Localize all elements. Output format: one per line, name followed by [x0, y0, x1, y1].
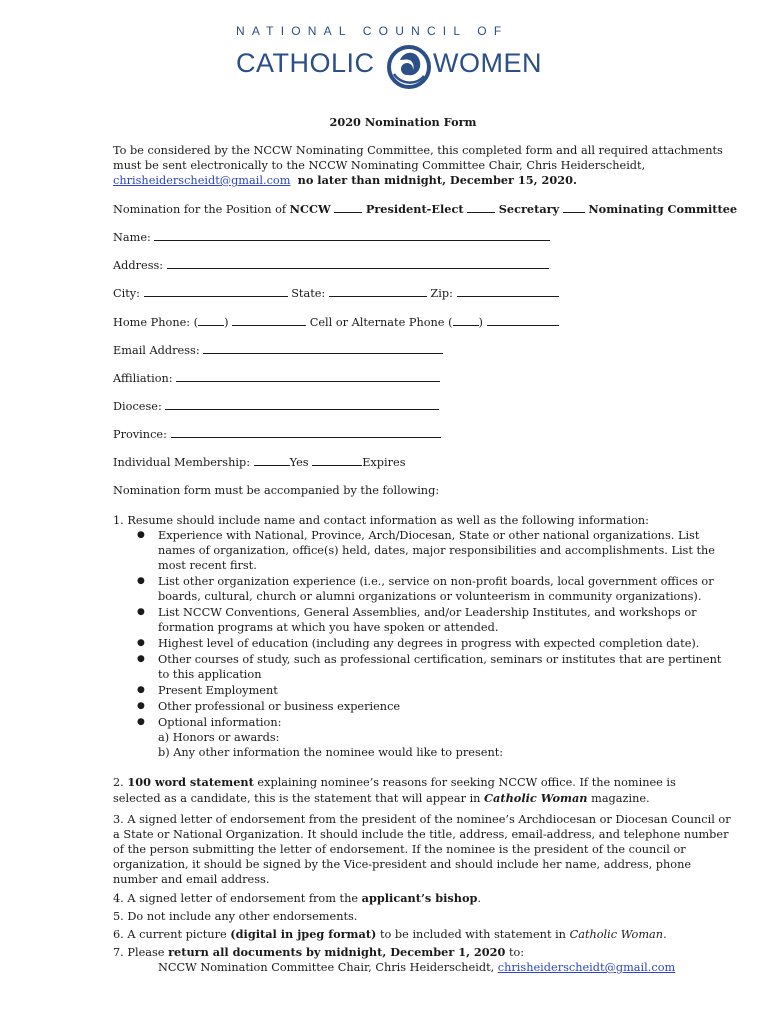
- position-org: NCCW: [289, 202, 331, 216]
- home-area-code-field[interactable]: [198, 315, 224, 326]
- name-field[interactable]: [154, 230, 550, 241]
- zip-field[interactable]: [457, 286, 559, 297]
- president-elect-blank[interactable]: [334, 202, 362, 213]
- cell-area-code-field[interactable]: [453, 315, 479, 326]
- intro-line-1: To be considered by the NCCW Nominating Committee, this completed form and all required attachments: [113, 144, 723, 157]
- item-7-pre: 7. Please: [113, 946, 165, 959]
- item-5: 5. Do not include any other endorsements.: [113, 910, 358, 923]
- diocese-label: Diocese:: [113, 400, 162, 413]
- province-field[interactable]: [171, 427, 441, 438]
- bullet-icon: ●: [137, 607, 145, 617]
- membership-expires-label: Expires: [362, 456, 406, 469]
- nominating-committee-blank[interactable]: [563, 202, 585, 213]
- bullet-3-line-1: List NCCW Conventions, General Assemblies, and/or Leadership Institutes, and workshops or: [158, 606, 697, 619]
- phone-row: Home Phone: ( ) Cell or Alternate Phone ( ): [113, 315, 559, 330]
- item-2-line-2-pre: selected as a candidate, this is the statement that will appear in: [113, 792, 481, 805]
- city-field[interactable]: [144, 286, 288, 297]
- item-3-line-4: organization, it should be signed by the Vice-president and should include her name, address, phone: [113, 858, 692, 871]
- item-7-post: to:: [508, 946, 525, 959]
- bullet-7-line-1: Other professional or business experience: [158, 700, 401, 713]
- intro-line-2: must be sent electronically to the NCCW Nominating Committee Chair, Chris Heiderscheidt,: [113, 159, 646, 172]
- bullet-1-line-3: most recent first.: [158, 559, 257, 572]
- city-label: City:: [113, 287, 140, 300]
- logo-right-word: WOMEN: [433, 48, 542, 78]
- logo-left-word: CATHOLIC: [236, 48, 375, 78]
- position-row: [113, 202, 737, 217]
- bullet-6-line-1: Present Employment: [158, 684, 278, 697]
- item-6-magazine: Catholic Woman: [569, 928, 664, 941]
- bullet-4-line-1: Highest level of education (including any degrees in progress with expected completion date).: [158, 637, 700, 650]
- form-title: 2020 Nomination Form: [329, 115, 477, 129]
- email-row: [113, 343, 443, 358]
- accompany-intro: Nomination form must be accompanied by the following:: [113, 484, 440, 497]
- item-3-line-1: 3. A signed letter of endorsement from the president of the nominee’s Archdiocesan or Diocesan Council or: [113, 813, 731, 826]
- logo-top-text: NATIONAL COUNCIL OF: [236, 24, 509, 38]
- chair-email-link[interactable]: chrisheiderscheidt@gmail.com: [113, 174, 291, 187]
- state-label: State:: [291, 287, 326, 300]
- bullet-icon: ●: [137, 654, 145, 664]
- bullet-icon: ●: [137, 638, 145, 648]
- affiliation-label: Affiliation:: [113, 372, 173, 385]
- affiliation-field[interactable]: [176, 371, 440, 382]
- bullet-2-line-2: boards, cultural, church or alumni organizations or volunteerism in community organizations).: [158, 590, 702, 603]
- item-4-bold: applicant’s bishop: [361, 891, 478, 905]
- state-field[interactable]: [329, 286, 427, 297]
- membership-label: Individual Membership:: [113, 456, 251, 469]
- optional-item-b: b) Any other information the nominee would like to present:: [158, 746, 504, 759]
- item-7-bold: return all documents by midnight, December 1, 2020: [168, 945, 506, 959]
- bullet-icon: ●: [137, 717, 145, 727]
- province-row: [113, 427, 441, 442]
- item-6-mid: to be included with statement in: [380, 928, 566, 941]
- magazine-title: Catholic Woman: [484, 791, 588, 805]
- position-label: Nomination for the Position of: [113, 203, 287, 216]
- membership-yes-label: Yes: [289, 456, 309, 469]
- diocese-row: [113, 399, 439, 414]
- address-field[interactable]: [167, 258, 549, 269]
- item-2-line-2: [113, 791, 650, 806]
- membership-yes-field[interactable]: [254, 455, 290, 466]
- item-3-line-5: number and email address.: [113, 873, 270, 886]
- bullet-5-line-2: to this application: [158, 668, 262, 681]
- chair-email-link-2[interactable]: chrisheiderscheidt@gmail.com: [497, 961, 676, 974]
- province-label: Province:: [113, 428, 167, 441]
- deadline-text: no later than midnight, December 15, 2020.: [297, 173, 577, 187]
- item-7-chair: NCCW Nomination Committee Chair, Chris Heiderscheidt,: [158, 961, 495, 974]
- optional-item-a: a) Honors or awards:: [158, 731, 280, 744]
- option-secretary: Secretary: [498, 202, 560, 216]
- bullet-1-line-2: names of organization, office(s) held, dates, major responsibilities and accomplishments. List the: [158, 544, 715, 557]
- home-phone-label: Home Phone: (: [113, 316, 199, 329]
- cell-phone-field[interactable]: [487, 315, 559, 326]
- address-row: [113, 258, 549, 273]
- bullet-icon: ●: [137, 701, 145, 711]
- item-1-heading: 1. Resume should include name and contact information as well as the following information:: [113, 514, 649, 527]
- item-2-bold: 100 word statement: [127, 775, 254, 789]
- item-3-line-3: of the person submitting the letter of endorsement. If the nominee is the president of the council or: [113, 843, 686, 856]
- item-4-post: .: [477, 892, 481, 905]
- home-phone-field[interactable]: [232, 315, 306, 326]
- item-6-post: .: [663, 928, 667, 941]
- item-7-line-1: [113, 945, 524, 960]
- name-row: [113, 230, 550, 245]
- intro-line-3: [113, 173, 577, 188]
- bullet-icon: ●: [137, 530, 145, 540]
- bullet-icon: ●: [137, 685, 145, 695]
- item-4-pre: 4. A signed letter of endorsement from the: [113, 892, 359, 905]
- bullet-3-line-2: formation programs at which you have spoken or attended.: [158, 621, 499, 634]
- affiliation-row: [113, 371, 440, 386]
- item-6-pre: 6. A current picture: [113, 928, 227, 941]
- item-2-line-1: [113, 775, 676, 790]
- mother-child-emblem-icon: [382, 38, 436, 92]
- zip-label: Zip:: [430, 287, 453, 300]
- bullet-5-line-1: Other courses of study, such as professional certification, seminars or institutes that are pertinent: [158, 653, 722, 666]
- city-state-zip-row: [113, 286, 559, 301]
- address-label: Address:: [113, 259, 164, 272]
- item-7-line-2: [158, 960, 675, 975]
- bullet-1-line-1: Experience with National, Province, Arch/Diocesan, State or other national organizations. List: [158, 529, 700, 542]
- cell-phone-label: Cell or Alternate Phone (: [309, 316, 453, 329]
- item-3-line-2: a State or National Organization. It should include the title, address, email-address, and telephone number: [113, 828, 729, 841]
- bullet-8-line-1: Optional information:: [158, 716, 282, 729]
- option-nominating-committee: Nominating Committee: [588, 202, 738, 216]
- item-4: [113, 891, 481, 906]
- item-2-rest: explaining nominee’s reasons for seeking NCCW office. If the nominee is: [257, 776, 676, 789]
- diocese-field[interactable]: [165, 399, 439, 410]
- bullet-2-line-1: List other organization experience (i.e., service on non-profit boards, local government offices or: [158, 575, 714, 588]
- item-6-bold: (digital in jpeg format): [230, 927, 377, 941]
- membership-expires-field[interactable]: [312, 455, 362, 466]
- bullet-icon: ●: [137, 576, 145, 586]
- item-6: [113, 927, 667, 942]
- secretary-blank[interactable]: [467, 202, 495, 213]
- membership-row: [113, 455, 406, 470]
- option-president-elect: President-Elect: [365, 202, 464, 216]
- item-2-line-2-post: magazine.: [591, 792, 650, 805]
- email-field[interactable]: [203, 343, 443, 354]
- item-2-number: 2.: [113, 776, 124, 789]
- email-label: Email Address:: [113, 344, 200, 357]
- name-label: Name:: [113, 231, 151, 244]
